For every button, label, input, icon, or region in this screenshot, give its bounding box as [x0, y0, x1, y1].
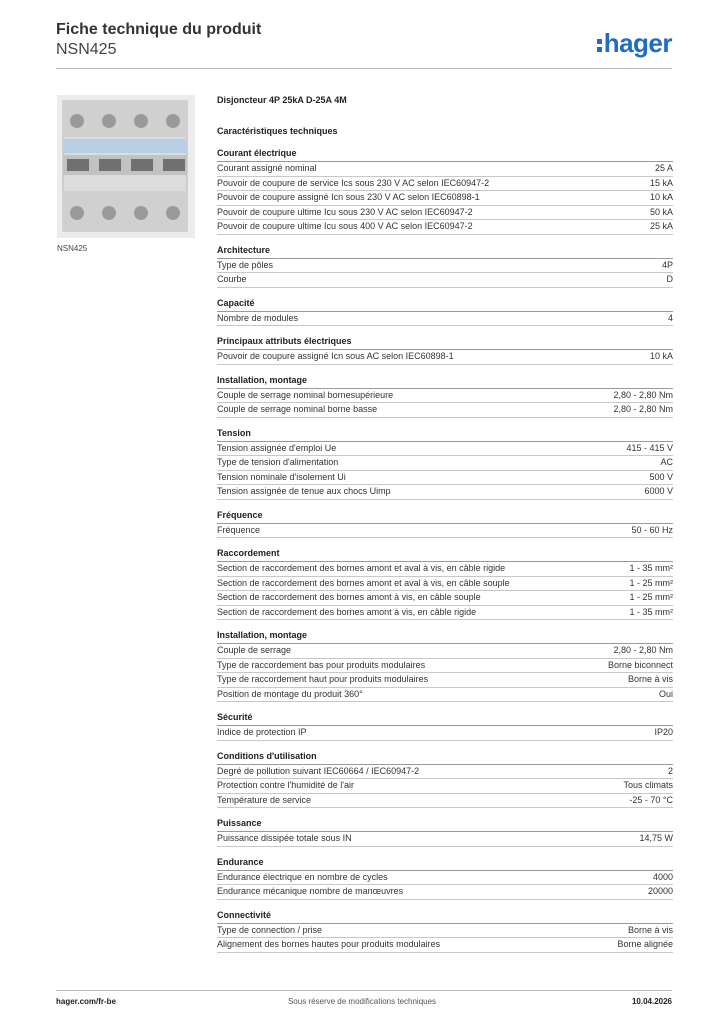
spec-row: [217, 177, 673, 192]
spec-label: Pouvoir de coupure ultime Icu sous 400 V AC selon IEC60947-2: [217, 221, 473, 231]
spec-label: Section de raccordement des bornes amont et aval à vis, en câble souple: [217, 577, 510, 588]
spec-value: 415 - 415 V: [626, 442, 673, 453]
spec-row: [217, 885, 673, 900]
spec-row: [217, 726, 673, 741]
spec-row: [217, 273, 673, 288]
spec-row: [217, 765, 673, 780]
spec-value: Borne alignée: [617, 939, 673, 949]
spec-row: [217, 871, 673, 886]
footer-disclaimer: Sous réserve de modifications techniques: [287, 997, 437, 1006]
spec-label: Pouvoir de coupure assigné Icn sous 230 V AC selon IEC60898-1: [217, 192, 480, 202]
spec-value: 14,75 W: [639, 833, 673, 843]
spec-label: Couple de serrage nominal borne basse: [217, 404, 378, 414]
spec-label: Température de service: [217, 794, 312, 805]
spec-row: [217, 659, 673, 674]
page-title: Fiche technique du produit: [56, 21, 262, 38]
spec-value: 2,80 - 2,80 Nm: [613, 389, 673, 400]
section-title: Endurance: [217, 857, 673, 871]
spec-label: Couple de serrage nominal bornesupérieure: [217, 389, 394, 400]
spec-row: [217, 779, 673, 794]
spec-value: 10 kA: [649, 192, 673, 202]
spec-row: [217, 606, 673, 621]
spec-row: [217, 191, 673, 206]
section-title: Conditions d'utilisation: [217, 751, 673, 765]
spec-label: Type de tension d'alimentation: [217, 457, 339, 467]
spec-label: Fréquence: [217, 524, 261, 535]
spec-row: [217, 832, 673, 847]
spec-label: Endurance mécanique nombre de manœuvres: [217, 886, 404, 896]
spec-value: 4000: [652, 871, 673, 882]
spec-row: [217, 220, 673, 235]
spec-row: [217, 688, 673, 703]
circuit-breaker-icon: [57, 95, 195, 238]
spec-row: [217, 524, 673, 539]
spec-value: 2,80 - 2,80 Nm: [613, 404, 673, 414]
spec-value: -25 - 70 °C: [629, 794, 673, 805]
spec-row: [217, 591, 673, 606]
spec-label: Type de connection / prise: [217, 924, 323, 935]
spec-label: Couple de serrage: [217, 645, 292, 655]
spec-label: Endurance électrique en nombre de cycles: [217, 871, 388, 882]
spec-row: [217, 403, 673, 418]
spec-value: 25 kA: [649, 221, 673, 231]
spec-label: Courant assigné nominal: [217, 163, 317, 173]
spec-value: 500 V: [649, 471, 673, 482]
spec-row: [217, 442, 673, 457]
spec-value: 1 - 35 mm²: [629, 563, 673, 573]
spec-row: [217, 673, 673, 688]
footer-date: 10.04.2026: [631, 997, 672, 1006]
section-title: Fréquence: [217, 510, 673, 524]
spec-value: 50 kA: [649, 206, 673, 217]
spec-label: Section de raccordement des bornes amont à vis, en câble souple: [217, 592, 481, 602]
spec-value: 15 kA: [649, 177, 673, 188]
spec-label: Tension nominale d'isolement Ui: [217, 471, 346, 482]
section-title: Installation, montage: [217, 630, 673, 644]
spec-row: [217, 924, 673, 939]
spec-value: 50 - 60 Hz: [631, 524, 673, 535]
spec-row: [217, 562, 673, 577]
spec-value: 1 - 25 mm²: [629, 577, 673, 588]
spec-value: IP20: [654, 727, 673, 737]
spec-value: 4P: [661, 259, 673, 270]
spec-value: 2,80 - 2,80 Nm: [613, 645, 673, 655]
spec-label: Indice de protection IP: [217, 727, 307, 737]
spec-value: 10 kA: [649, 351, 673, 361]
spec-label: Nombre de modules: [217, 312, 299, 323]
spec-row: [217, 350, 673, 365]
section-title: Architecture: [217, 245, 673, 259]
spec-label: Puissance dissipée totale sous IN: [217, 833, 352, 843]
spec-label: Section de raccordement des bornes amont à vis, en câble rigide: [217, 606, 477, 617]
logo-text: hager: [603, 28, 672, 58]
spec-label: Section de raccordement des bornes amont et aval à vis, en câble rigide: [217, 563, 506, 573]
spec-content: [217, 95, 673, 953]
section-title: Sécurité: [217, 712, 673, 726]
spec-value: Tous climats: [623, 780, 673, 790]
spec-label: Pouvoir de coupure de service Ics sous 230 V AC selon IEC60947-2: [217, 177, 490, 188]
spec-value: Borne à vis: [627, 924, 673, 935]
spec-row: [217, 938, 673, 953]
spec-row: [217, 471, 673, 486]
section-title: Capacité: [217, 298, 673, 312]
hager-logo: [597, 28, 672, 59]
spec-value: D: [666, 274, 673, 284]
section-title: Puissance: [217, 818, 673, 832]
spec-value: 1 - 35 mm²: [629, 606, 673, 617]
product-image: [57, 95, 195, 238]
spec-sections: [217, 148, 673, 953]
spec-value: 2: [667, 765, 673, 776]
image-caption: NSN425: [57, 244, 88, 253]
spec-value: 1 - 25 mm²: [629, 592, 673, 602]
section-title: Installation, montage: [217, 375, 673, 389]
spec-label: Courbe: [217, 274, 247, 284]
spec-value: AC: [660, 457, 673, 467]
spec-row: [217, 162, 673, 177]
spec-value: Oui: [658, 688, 673, 699]
spec-label: Position de montage du produit 360°: [217, 688, 363, 699]
spec-label: Degré de pollution suivant IEC60664 / IEC60947-2: [217, 765, 420, 776]
spec-row: [217, 312, 673, 327]
spec-value: Borne biconnect: [607, 659, 673, 670]
spec-row: [217, 577, 673, 592]
spec-label: Tension assignée de tenue aux chocs Uimp: [217, 486, 391, 496]
spec-row: [217, 456, 673, 471]
spec-value: 4: [667, 312, 673, 323]
spec-label: Alignement des bornes hautes pour produits modulaires: [217, 939, 441, 949]
spec-label: Pouvoir de coupure ultime Icu sous 230 V AC selon IEC60947-2: [217, 206, 473, 217]
logo-dots-icon: [597, 36, 603, 55]
section-title: Raccordement: [217, 548, 673, 562]
product-name: Disjoncteur 4P 25kA D-25A 4M: [217, 95, 347, 105]
spec-value: 6000 V: [644, 486, 673, 496]
spec-label: Pouvoir de coupure assigné Icn sous AC selon IEC60898-1: [217, 351, 454, 361]
spec-value: 25 A: [654, 163, 673, 173]
spec-label: Protection contre l'humidité de l'air: [217, 780, 355, 790]
footer-website-link[interactable]: hager.com/fr-be: [56, 997, 117, 1006]
spec-row: [217, 206, 673, 221]
spec-row: [217, 794, 673, 809]
spec-value: Borne à vis: [627, 674, 673, 684]
section-title: Tension: [217, 428, 673, 442]
section-title: Courant électrique: [217, 148, 673, 162]
spec-row: [217, 389, 673, 404]
section-title: Connectivité: [217, 910, 673, 924]
spec-row: [217, 485, 673, 500]
footer-divider: [56, 990, 672, 991]
spec-label: Type de raccordement bas pour produits modulaires: [217, 659, 426, 670]
header-divider: [56, 68, 672, 69]
spec-heading: Caractéristiques techniques: [217, 126, 338, 136]
spec-label: Type de raccordement haut pour produits modulaires: [217, 674, 429, 684]
spec-row: [217, 644, 673, 659]
spec-value: 20000: [647, 886, 673, 896]
product-reference: NSN425: [56, 41, 117, 58]
spec-row: [217, 259, 673, 274]
spec-label: Type de pôles: [217, 259, 274, 270]
page-header: [56, 20, 261, 60]
spec-label: Tension assignée d'emploi Ue: [217, 442, 337, 453]
section-title: Principaux attributs électriques: [217, 336, 673, 350]
